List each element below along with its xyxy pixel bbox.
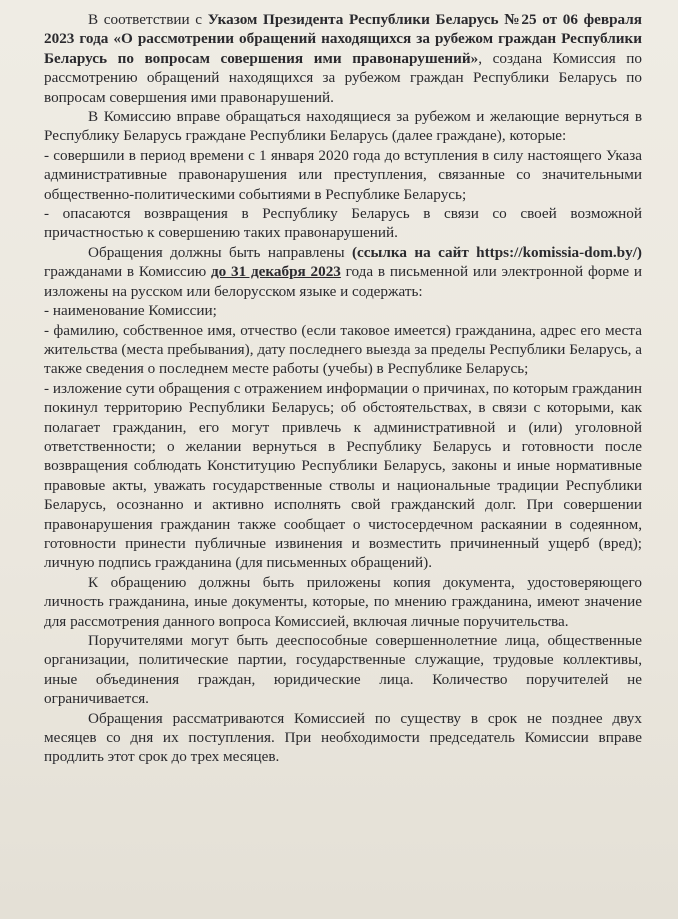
paragraph-review-period: Обращения рассматриваются Комиссией по существу в срок не позднее двух месяцев со дня их поступления. При необходимости председатель Комиссии вправе продлить этот срок до трех месяцев. (44, 709, 642, 766)
paragraph-eligibility: В Комиссию вправе обращаться находящиеся за рубежом и желающие вернуться в Республику Беларусь граждане Республики Беларусь (далее граждане), которые: (44, 108, 642, 145)
intro-text-1: В соответствии с (88, 11, 208, 28)
intro-text-2: , создана Комиссия по рассмотрению обращений находящихся за рубежом граждан Республики Беларусь по вопросам совершения ими правонарушений. (44, 49, 642, 106)
submission-text-1: Обращения должны быть направлены (88, 243, 352, 261)
deadline-date: до 31 декабря 2023 (210, 263, 341, 281)
list-item-committed: - совершили в период времени с 1 января 2020 года до вступления в силу настоящего Указа административные правонарушения или преступления, связанные со значительными общественно-политическими событиями в Республике Беларусь; (44, 146, 642, 203)
site-link: (ссылка на сайт https://komissia-dom.by/) (351, 243, 642, 261)
list-item-commission-name: - наименование Комиссии; (44, 302, 217, 320)
document-body (44, 10, 642, 767)
list-item-personal-data: - фамилию, собственное имя, отчество (если таковое имеется) гражданина, адрес его места жительства (места пребывания), дату последнего выезда за пределы Республики Беларусь, а также сведения о последнем месте работы (учебы) в Республике Беларусь; (44, 321, 642, 378)
paragraph-submission (44, 243, 642, 301)
paragraph-guarantors: Поручителями могут быть дееспособные совершеннолетние лица, общественные организации, политические партии, государственные служащие, трудовые коллективы, иные объединения граждан, юридические лица. Количество поручителей не ограничивается. (44, 632, 642, 708)
submission-text-3: года в письменной или электронной форме и изложены на русском или белорусском языке и содержать: (44, 263, 642, 300)
paragraph-attachments: К обращению должны быть приложены копия документа, удостоверяющего личность гражданина, иные документы, которые, по мнению гражданина, имеют значение для рассмотрения данного вопроса Комиссией, включая личные поручительства. (44, 573, 642, 630)
list-item-fear: - опасаются возвращения в Республику Беларусь в связи со своей возможной причастностью к совершению таких правонарушений. (44, 205, 642, 242)
list-item-essence: - изложение сути обращения с отражением информации о причинах, по которым гражданин покинул территорию Республики Беларусь; об обстоятельствах, в связи с которыми, как полагает гражданин, его могут привлечь к административной и (или) уголовной ответственности; о желании вернуться в Республику Беларусь и готовности после возвращения соблюдать Конституцию Республики Беларусь, законы и иные нормативные правовые акты, уважать государственные стволы и национальные традиции Республики Беларусь, осознанно и активно исполнять свой гражданский долг. При совершении правонарушения гражданин также сообщает о чистосердечном раскаянии в содеянном, готовности принести публичные извинения и возместить причиненный ущерб (вред); личную подпись гражданина (для письменных обращений). (44, 379, 642, 572)
paragraph-intro (44, 10, 642, 107)
submission-text-2: гражданами в Комиссию (44, 263, 211, 281)
decree-title: Указом Президента Республики Беларусь №25 от 06 февраля 2023 года «О рассмотрении обращений находящихся за рубежом граждан Республики Беларусь по вопросам совершения ими правонарушений» (44, 11, 642, 67)
